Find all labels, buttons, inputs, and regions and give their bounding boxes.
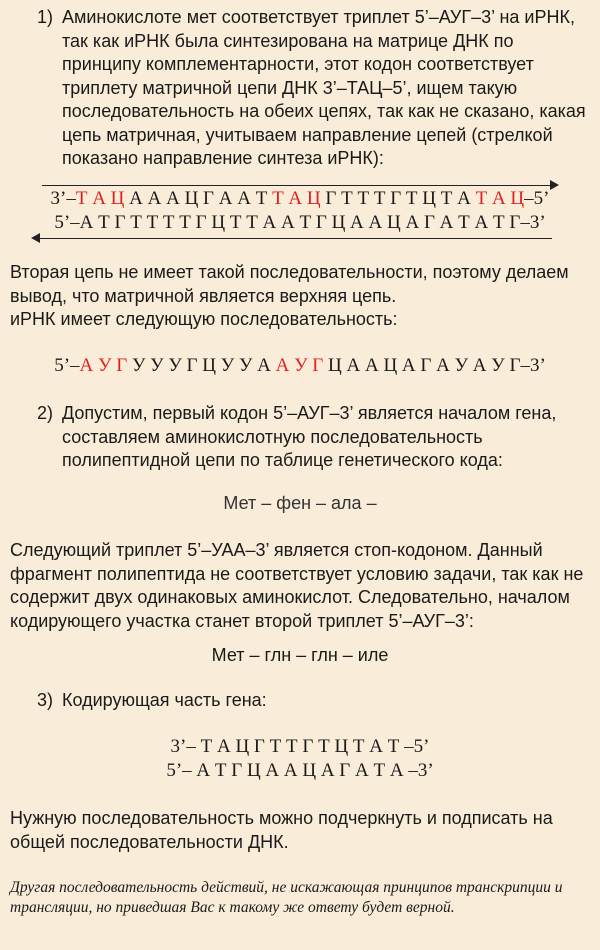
item-3-text: Кодирующая часть гена: <box>62 690 267 710</box>
item-2-text: Допустим, первый кодон 5’–АУГ–3’ является началом гена, составляем аминокислотную последовательность полипептидной цепи по таблице генетического кода: <box>62 403 557 470</box>
arrow-left <box>40 238 552 239</box>
note: Другая последовательность действий, не искажающая принципов транскрипции и трансляции, но приведшая Вас к такому же ответу будет верной. <box>10 879 563 916</box>
item-2-number: 2) <box>37 403 54 423</box>
dna-bottom-strand: 5’–А Т Г Т Т Т Т Г Ц Т Т А А Т Г Ц А А Ц А Г А Т А Т Г–3’ <box>54 212 546 233</box>
paragraph-2: Следующий триплет 5’–УАА–3’ является стоп-кодоном. Данный фрагмент полипептида не соответствует условию задачи, так как не содержит двух одинаковых аминокислот. Следовательно, началом кодирующего участка станет второй триплет 5’–АУГ–3’: <box>10 540 584 631</box>
item-3-number: 3) <box>37 690 54 710</box>
peptide-1: Мет – фен – ала – <box>223 493 377 513</box>
paragraph-3: Нужную последовательность можно подчеркнуть и подписать на общей последовательности ДНК. <box>10 808 553 852</box>
peptide-2: Мет – глн – глн – иле <box>211 645 389 665</box>
item-1-text: Аминокислоте мет соответствует триплет 5’–АУГ–3’ на иРНК, так как иРНК была синтезирована на матрице ДНК по принципу комплементарности, этот кодон соответствует триплету матричной цепи ДНК 3’–ТАЦ–5’, ищем такую последовательность на обеих цепях, так как не сказано, какая цепь матричная, учитываем направление цепей (стрелкой показано направление синтеза иРНК): <box>62 7 586 168</box>
arrow-right <box>42 185 552 186</box>
paragraph-1: Вторая цепь не имеет такой последовательности, поэтому делаем вывод, что матричной является верхняя цепь. иРНК имеет следующую последовательность: <box>10 262 569 329</box>
dna-top-strand: 3’–Т А Ц А А А Ц Г А А Т Т А Ц Г Т Т Т Г Т Ц Т А Т А Ц–5’ <box>50 188 550 209</box>
coding-bottom-strand: 5’– А Т Г Ц А А Ц А Г А Т А –3’ <box>166 760 434 781</box>
mrna-sequence: 5’–А У Г У У У Г Ц У У А А У Г Ц А А Ц А Г А У А У Г–3’ <box>54 355 546 376</box>
item-1-number: 1) <box>37 7 54 27</box>
coding-top-strand: 3’– Т А Ц Г Т Т Г Т Ц Т А Т –5’ <box>170 736 430 757</box>
arrow-left-head-icon <box>31 233 40 243</box>
